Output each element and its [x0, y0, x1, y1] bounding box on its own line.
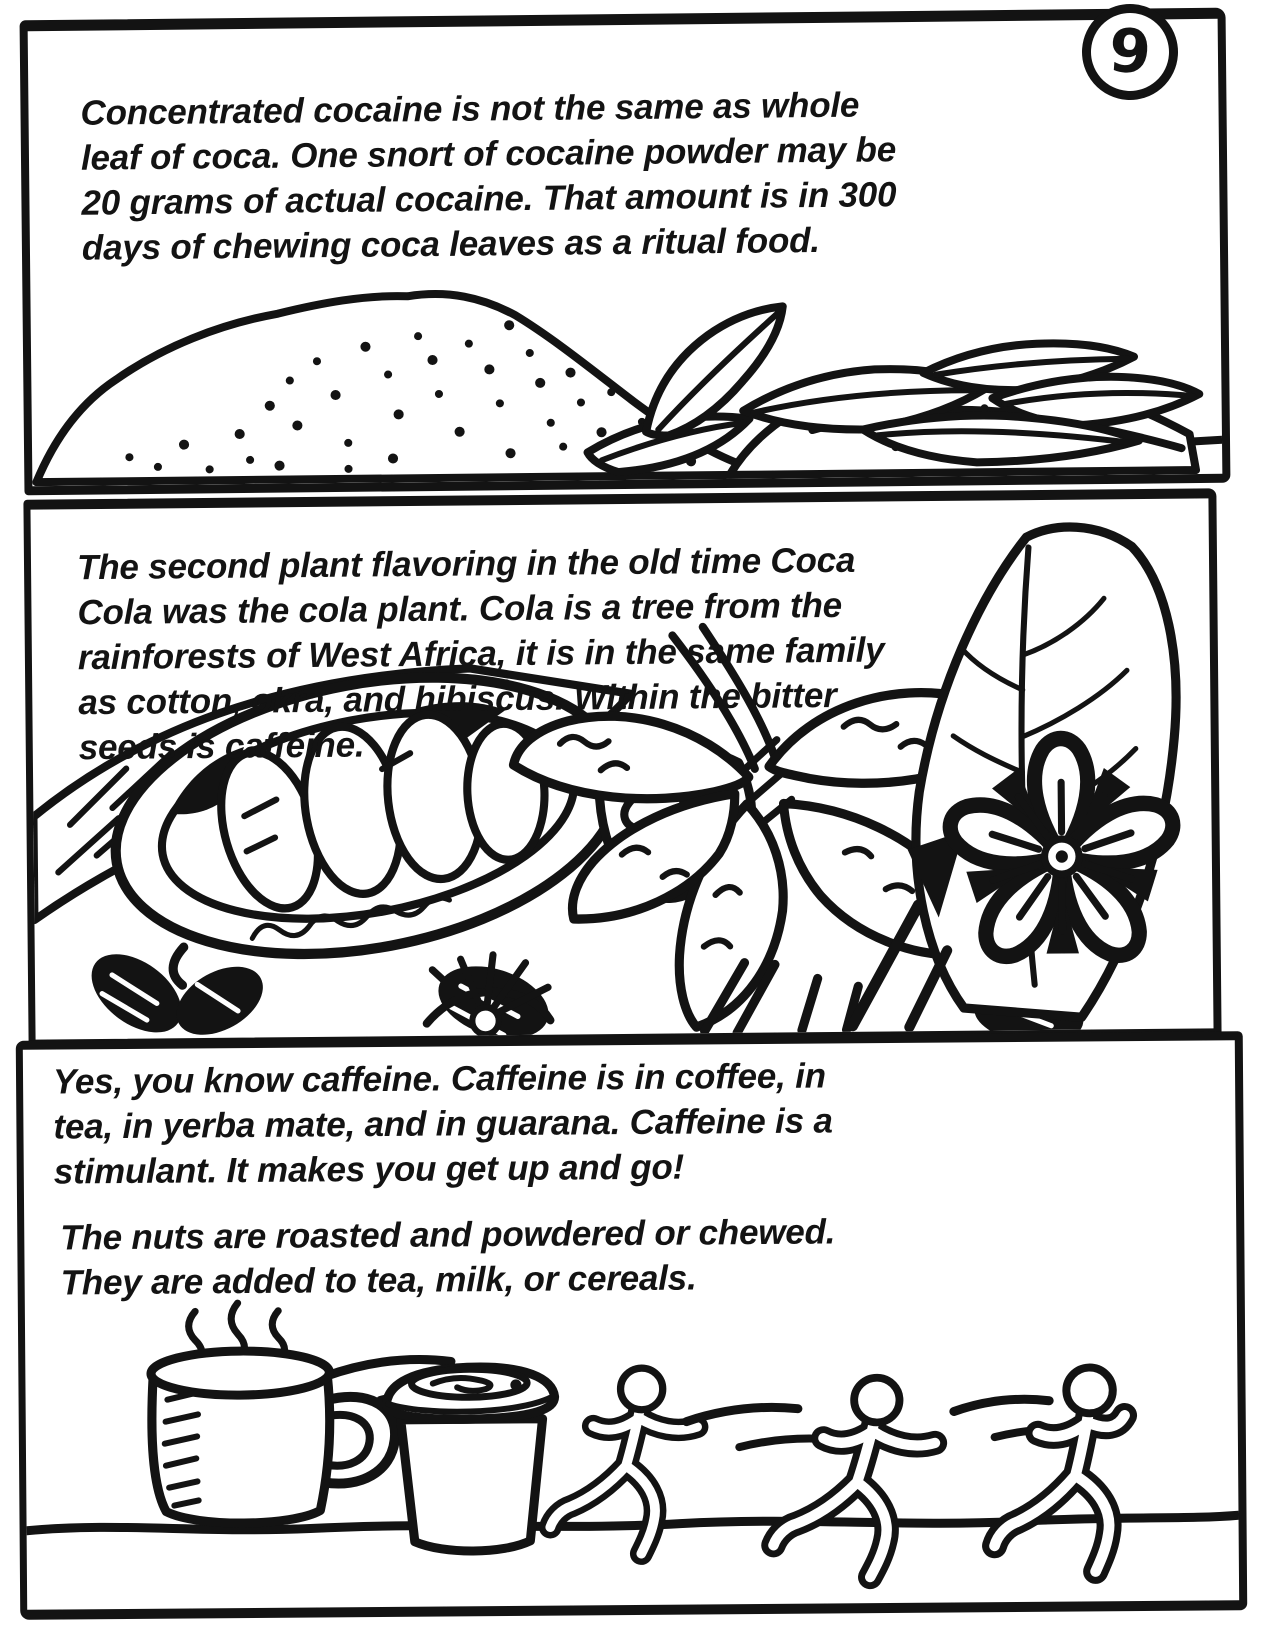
panel-2-caption: The second plant flavoring in the old time Coca Cola was the cola plant. Cola is a tree from the rainforests of West Africa, it is in the same family as cotton, okra, and hibiscus. Within the bitter seeds is caffeine.: [76, 540, 885, 768]
takeout-coffee-cup-icon: [386, 1366, 556, 1551]
panel-3-illustration: [25, 1285, 1239, 1610]
panel-3-caption-1: Yes, you know caffeine. Caffeine is in coffee, in tea, in yerba mate, and in guarana. Caffeine is a stimulant. It makes you get up and go!: [52, 1056, 833, 1192]
panel-2: [23, 488, 1221, 1048]
page-number: 9: [1106, 15, 1154, 89]
steaming-mug-icon: [150, 1302, 395, 1524]
panel-1-illustration: [30, 274, 1222, 486]
panel-1: [20, 8, 1231, 496]
panel-3: [16, 1031, 1248, 1620]
panel-3-caption-2: The nuts are roasted and powdered or chewed. They are added to tea, milk, or cereals.: [60, 1212, 836, 1303]
panel-1-caption: Concentrated cocaine is not the same as whole leaf of coca. One snort of cocaine powder may be 20 grams of actual cocaine. That amount is in 300 days of chewing coca leaves as a ritual food.: [80, 85, 897, 268]
coca-leaves-pile-icon: [586, 302, 1200, 472]
